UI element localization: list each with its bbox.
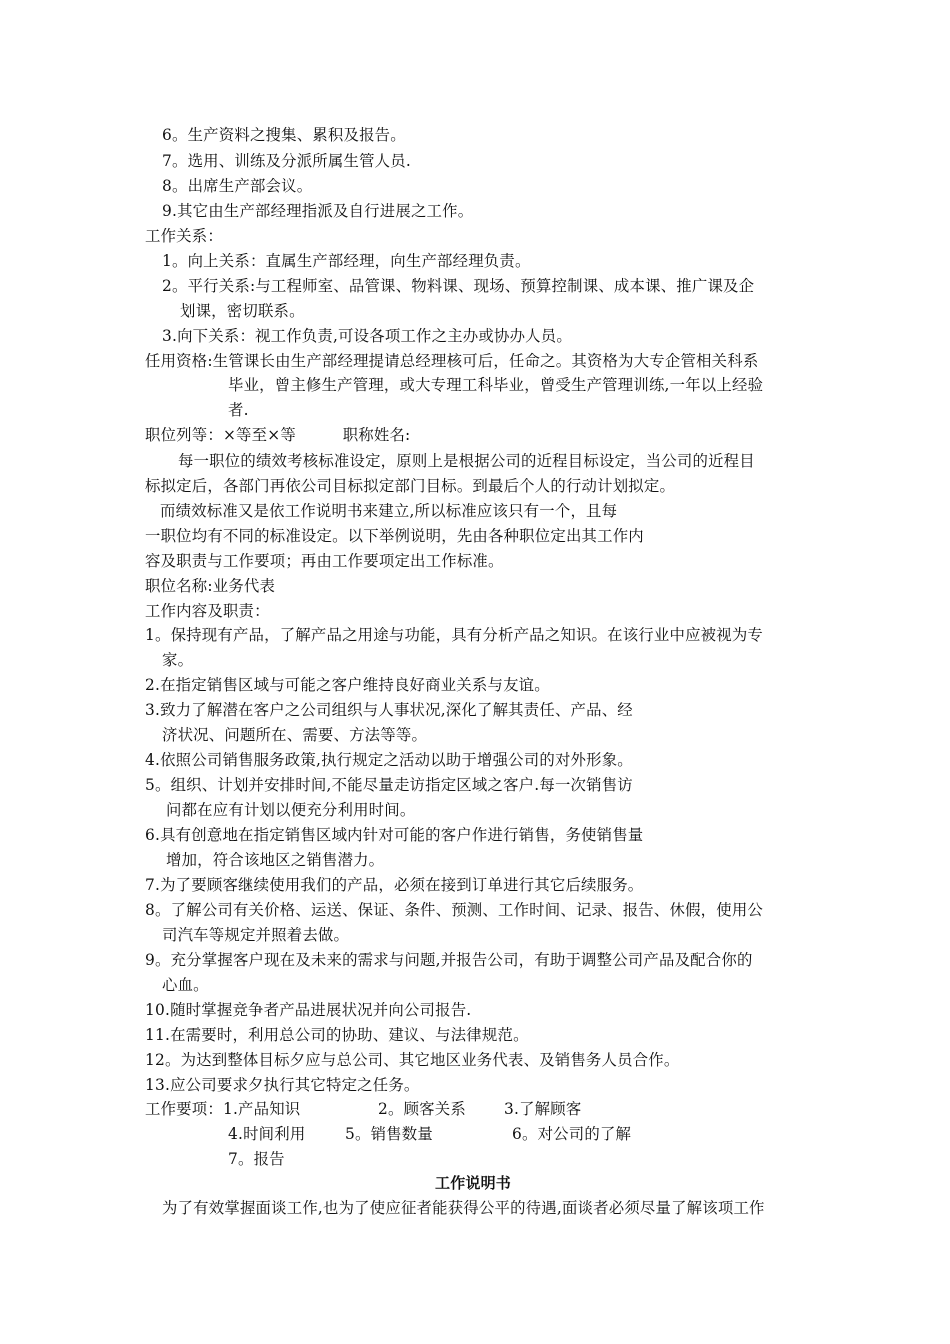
text-line: 任用资格:生管课长由生产部经理提请总经理核可后，任命之。其资格为大专企管相关科系	[145, 352, 759, 370]
text-line: 1。保持现有产品，了解产品之用途与功能，具有分析产品之知识。在该行业中应被视为专	[145, 626, 764, 644]
text-line: 3.致力了解潜在客户之公司组织与人事状况,深化了解其责任、产品、经	[145, 701, 633, 719]
key-item: 3.了解顾客	[504, 1100, 582, 1118]
text-line: 3.向下关系：视工作负责,可设各项工作之主办或协办人员。	[162, 327, 572, 345]
key-item: 6。对公司的了解	[512, 1125, 632, 1143]
text-line: 增加，符合该地区之销售潜力。	[166, 851, 385, 869]
text-line: 2。平行关系:与工程师室、品管课、物料课、现场、预算控制课、成本课、推广课及企	[162, 277, 755, 295]
key-item: 7。报告	[228, 1150, 285, 1168]
text-line: 2.在指定销售区域与可能之客户维持良好商业关系与友谊。	[145, 676, 550, 694]
text-line: 8。出席生产部会议。	[162, 177, 313, 195]
key-item: 4.时间利用	[228, 1125, 306, 1143]
text-line: 1。向上关系：直属生产部经理，向生产部经理负责。	[162, 252, 531, 270]
text-line: 6.具有创意地在指定销售区域内针对可能的客户作进行销售，务使销售量	[145, 826, 644, 844]
section-title: 工作说明书	[435, 1174, 512, 1192]
text-line: 职位名称:业务代表	[145, 577, 276, 595]
text-line: 而绩效标准又是依工作说明书来建立,所以标准应该只有一个，且每	[160, 502, 618, 520]
text-line: 9。充分掌握客户现在及未来的需求与问题,并报告公司，有助于调整公司产品及配合你的	[145, 951, 753, 969]
text-line: 标拟定后，各部门再依公司目标拟定部门目标。到最后个人的行动计划拟定。	[145, 477, 676, 495]
text-line: 12。为达到整体目标夕应与总公司、其它地区业务代表、及销售务人员合作。	[145, 1051, 680, 1069]
text-line: 毕业，曾主修生产管理，或大专理工科毕业，曾受生产管理训练,一年以上经验	[228, 376, 764, 394]
text-line: 7.为了要顾客继续使用我们的产品，必须在接到订单进行其它后续服务。	[145, 876, 644, 894]
text-line: 4.依照公司销售服务政策,执行规定之活动以助于增强公司的对外形象。	[145, 751, 633, 769]
text-line: 9.其它由生产部经理指派及自行进展之工作。	[162, 202, 474, 220]
text-line: 心血。	[162, 976, 209, 994]
text-line: 10.随时掌握竞争者产品进展状况并向公司报告.	[145, 1001, 472, 1019]
section-heading: 工作内容及职责：	[145, 602, 270, 620]
text-line: 5。组织、计划并安排时间,不能尽量走访指定区域之客户.每一次销售访	[145, 776, 633, 794]
text-line: 11.在需要时，利用总公司的协助、建议、与法律规范。	[145, 1026, 529, 1044]
text-line: 一职位均有不同的标准设定。以下举例说明，先由各种职位定出其工作内	[145, 527, 644, 545]
section-heading: 工作关系：	[145, 227, 223, 245]
text-line: 8。了解公司有关价格、运送、保证、条件、预测、工作时间、记录、报告、休假，使用公	[145, 901, 764, 919]
text-line: 7。选用、训练及分派所属生管人员.	[162, 152, 411, 170]
text-line: 为了有效掌握面谈工作,也为了使应征者能获得公平的待遇,面谈者必须尽量了解该项工作	[162, 1199, 765, 1217]
key-item: 2。顾客关系	[378, 1100, 466, 1118]
text-line: 容及职责与工作要项；再由工作要项定出工作标准。	[145, 552, 504, 570]
text-line: 6。生产资料之搜集、累积及报告。	[162, 126, 406, 144]
text-line: 家。	[162, 651, 194, 669]
text-line: 13.应公司要求夕执行其它特定之任务。	[145, 1076, 420, 1094]
text-line: 济状况、问题所在、需要、方法等等。	[162, 726, 428, 744]
key-items-label: 工作要项：1.产品知识	[145, 1100, 301, 1118]
text-line: 职位列等：×等至×等 职称姓名:	[145, 426, 411, 444]
key-item: 5。销售数量	[345, 1125, 433, 1143]
text-line: 每一职位的绩效考核标准设定，原则上是根据公司的近程目标设定，当公司的近程目	[178, 452, 755, 470]
text-line: 者.	[228, 401, 249, 419]
text-line: 问都在应有计划以便充分利用时间。	[166, 801, 416, 819]
text-line: 划课，密切联系。	[180, 302, 305, 320]
text-line: 司汽车等规定并照着去做。	[162, 926, 350, 944]
